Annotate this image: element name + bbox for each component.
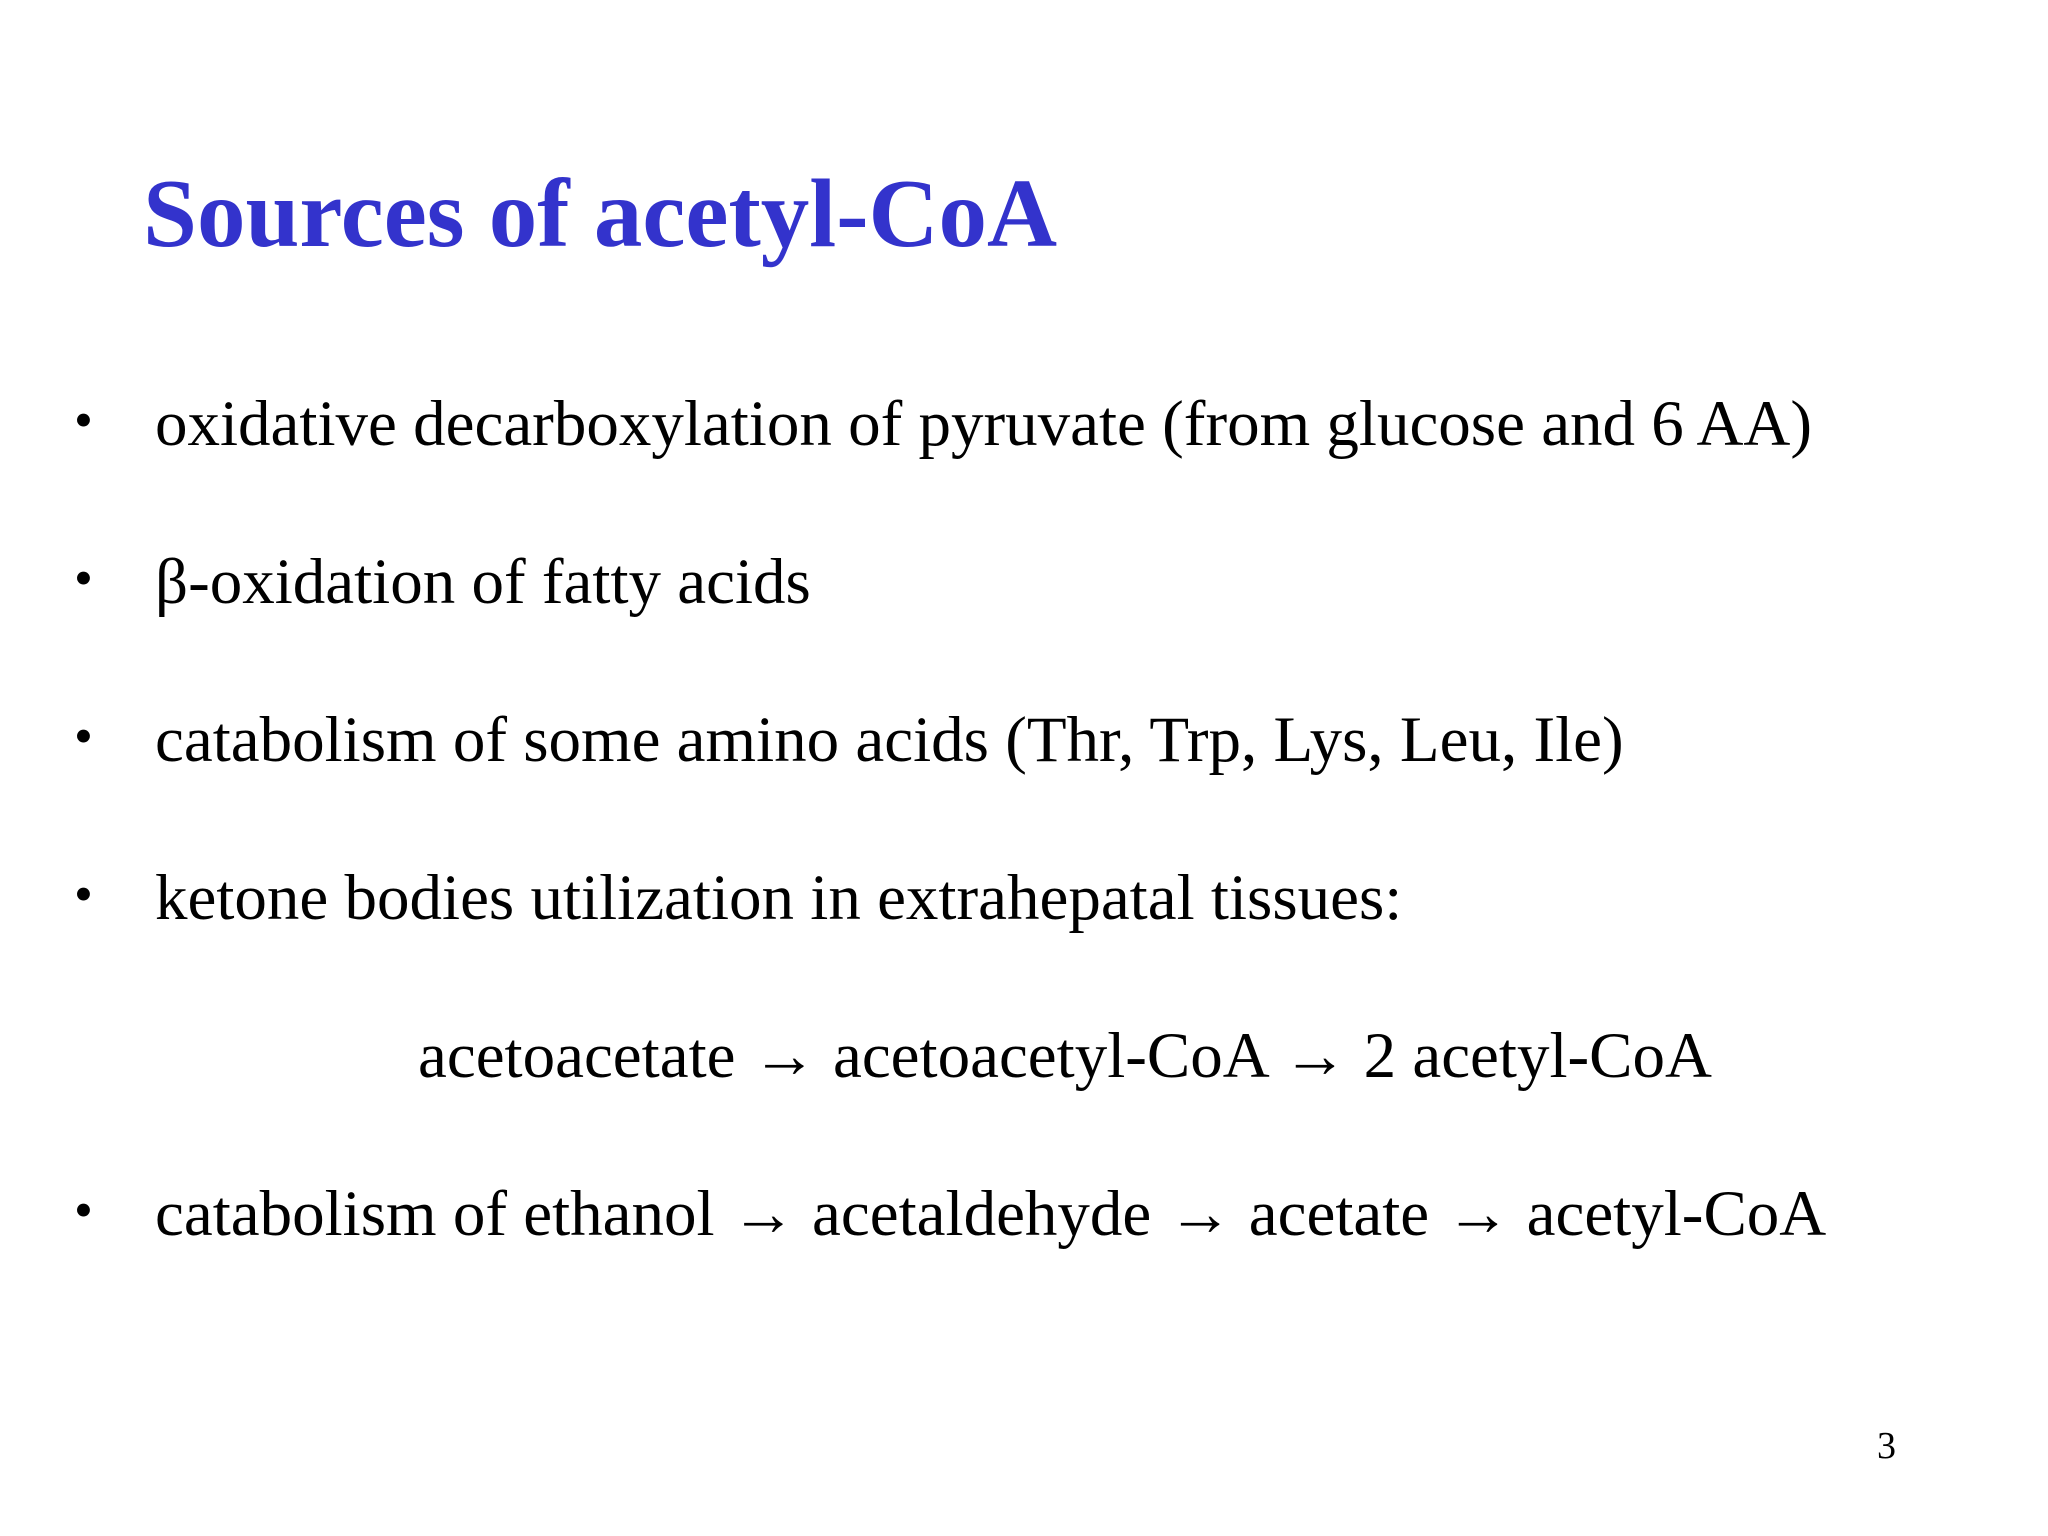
bullet-text: β-oxidation of fatty acids: [155, 546, 811, 618]
page-number: 3: [1877, 1425, 1896, 1467]
bullet-icon: •: [74, 548, 93, 608]
bullet-text: catabolism of some amino acids (Thr, Trp, Lys, Leu, Ile): [155, 704, 1624, 776]
bullet-item-amino-acids: [0, 695, 2048, 785]
bullet-icon: •: [74, 390, 93, 450]
slide-title: Sources of acetyl-CoA: [143, 160, 1058, 267]
bullet-item-ketone-bodies: [0, 853, 2048, 943]
bullet-text: oxidative decarboxylation of pyruvate (from glucose and 6 AA): [155, 388, 1812, 460]
bullet-text: ketone bodies utilization in extrahepatal tissues:: [155, 862, 1403, 934]
bullet-text: catabolism of ethanol → acetaldehyde → acetate → acetyl-CoA: [155, 1178, 1827, 1250]
bullet-item-pyruvate: [0, 379, 2048, 469]
bullet-icon: •: [74, 706, 93, 766]
bullet-icon: •: [74, 1180, 93, 1240]
ketone-equation: acetoacetate → acetoacetyl-CoA → 2 acetyl-CoA: [418, 1020, 1712, 1092]
bullet-item-ethanol: [0, 1169, 2048, 1259]
bullet-icon: •: [74, 864, 93, 924]
bullet-item-beta-oxidation: [0, 537, 2048, 627]
